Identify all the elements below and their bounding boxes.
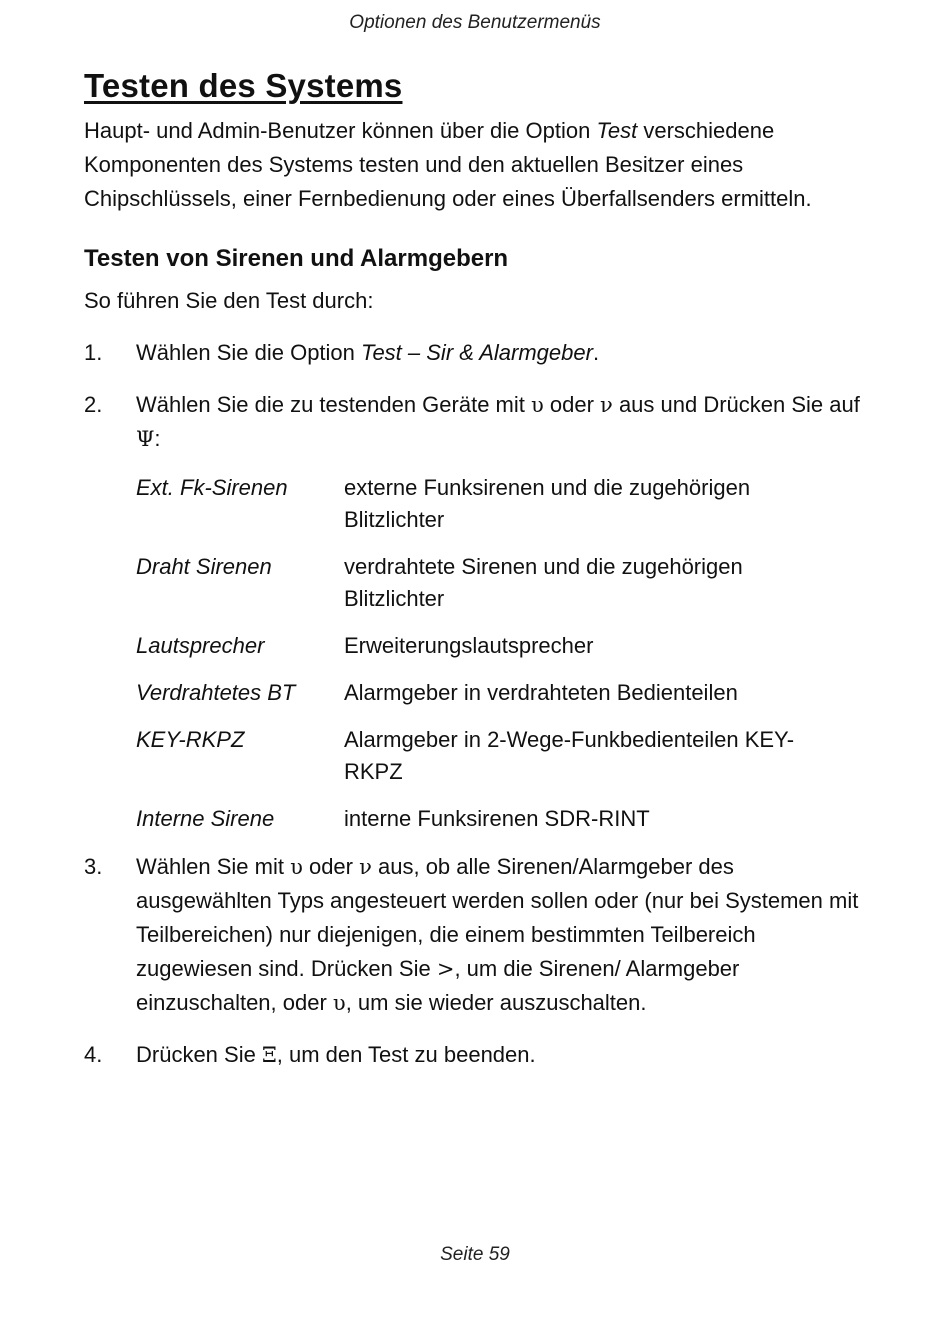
device-row (136, 551, 874, 615)
step-text: , um sie wieder auszuschalten. (345, 990, 647, 1015)
down-key-symbol: ν (359, 855, 372, 879)
step-text: oder (543, 392, 601, 417)
step-text: : (154, 426, 161, 451)
device-term: Verdrahtetes BT (136, 680, 296, 705)
device-description: externe Funksirenen und die zugehörigen Blitzlichter (344, 475, 751, 532)
device-row (136, 677, 874, 709)
device-row (136, 803, 874, 835)
right-key-symbol: > (436, 957, 455, 981)
step-number: 3. (84, 854, 103, 879)
step-2 (84, 388, 874, 835)
device-row (136, 472, 874, 536)
step-text: aus, ob alle Sirenen/Alarmgeber des ausgewählten Typs angesteuert werden sollen oder (nur bei Systemen mit Teilbereichen) nur diejenigen, die einem bestimmten Teilbereich zugewiesen sind. Drücken Sie (136, 854, 859, 981)
intro-option-name: Test (596, 118, 638, 143)
step-1 (84, 336, 874, 370)
confirm-key-symbol: Ψ (136, 427, 155, 451)
subsection-title: Testen von Sirenen und Alarmgebern (84, 245, 509, 272)
device-description: interne Funksirenen SDR-RINT (344, 806, 650, 831)
up-key-symbol: υ (290, 855, 303, 879)
step-3 (84, 850, 874, 1020)
step-option-name: Test – Sir & Alarmgeber (361, 340, 593, 365)
lead-text: So führen Sie den Test durch: (84, 288, 374, 313)
device-term: Lautsprecher (136, 633, 265, 658)
device-description: Alarmgeber in verdrahteten Bedienteilen (344, 680, 738, 705)
device-table (136, 472, 874, 835)
page-content (84, 62, 874, 1072)
up-key-symbol: υ (531, 393, 544, 417)
intro-paragraph (84, 114, 874, 216)
intro-text-1: Haupt- und Admin-Benutzer können über die Option (84, 118, 597, 143)
down-key-symbol: ν (600, 393, 613, 417)
step-4 (84, 1038, 874, 1072)
exit-key-symbol: Ξ (261, 1043, 277, 1067)
step-text: , um den Test zu beenden. (276, 1042, 536, 1067)
step-text: Wählen Sie mit (136, 854, 291, 879)
step-list (84, 336, 874, 1072)
device-description: Alarmgeber in 2-Wege-Funkbedienteilen KEY-RKPZ (344, 727, 795, 784)
step-text: Wählen Sie die zu testenden Geräte mit (136, 392, 531, 417)
intro-text-2: verschiedene Komponenten des Systems testen und den aktuellen Besitzer eines Chipschlüssels, einer Fernbedienung oder eines Überfallsenders ermitteln. (84, 118, 812, 211)
step-number: 2. (84, 392, 103, 417)
up-key-symbol: υ (332, 991, 346, 1015)
running-header: Optionen des Benutzermenüs (349, 12, 601, 33)
step-number: 1. (84, 340, 103, 365)
step-text: . (592, 340, 600, 365)
section-title: Testen des Systems (84, 67, 403, 104)
device-term: KEY-RKPZ (136, 727, 245, 752)
device-row (136, 630, 874, 662)
step-text: oder (302, 854, 360, 879)
step-text: aus und Drücken Sie auf (612, 392, 860, 417)
step-text: Drücken Sie (136, 1042, 262, 1067)
step-text: Wählen Sie die Option (136, 340, 362, 365)
page-number: Seite 59 (440, 1244, 510, 1265)
step-text: , um die Sirenen/ Alarmgeber einzuschalten, oder (136, 956, 740, 1015)
device-description: Erweiterungslautsprecher (344, 633, 594, 658)
device-term: Ext. Fk-Sirenen (136, 475, 288, 500)
device-row (136, 724, 874, 788)
device-description: verdrahtete Sirenen und die zugehörigen Blitzlichter (344, 554, 743, 611)
device-term: Interne Sirene (136, 806, 275, 831)
device-term: Draht Sirenen (136, 554, 272, 579)
step-number: 4. (84, 1042, 103, 1067)
